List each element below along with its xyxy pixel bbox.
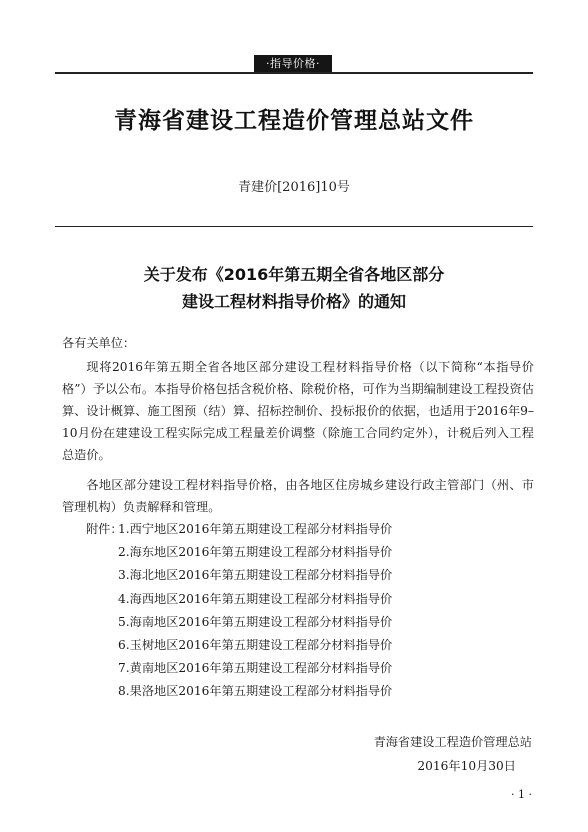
attachment-item: 5.海南地区2016年第五期建设工程部分材料指导价 (118, 614, 393, 629)
attachment-item: 8.果洛地区2016年第五期建设工程部分材料指导价 (118, 684, 393, 699)
attachment-item: 2.海东地区2016年第五期建设工程部分材料指导价 (118, 545, 393, 560)
header-divider (55, 226, 533, 227)
attachment-item: 4.海西地区2016年第五期建设工程部分材料指导价 (118, 591, 393, 606)
document-number: 青建价[2016]10号 (238, 180, 350, 195)
header-top-rule (55, 72, 533, 74)
attachments-label: 附件： (86, 522, 123, 536)
attachment-item: 3.海北地区2016年第五期建设工程部分材料指导价 (118, 568, 393, 583)
issuer-heading: 青海省建设工程造价管理总站文件 (114, 107, 474, 134)
attachment-item: 7.黄南地区2016年第五期建设工程部分材料指导价 (118, 661, 393, 676)
body-paragraph-1: 现将2016年第五期全省各地区部分建设工程材料指导价格（以下简称“本指导价格”）予以公布。本指导价格包括含税价格、除税价格，可作为当期编制建设工程投资估算、设计概算、施工图预（结）算、招标控制价、投标报价的依据，也适用于2016年9–10月份在建建设工程实际完成工程量差价调整（除施工合同约定外），计税后列入工程总造价。 (62, 360, 534, 462)
notice-title-line1: 关于发布《2016年第五期全省各地区部分 (143, 265, 445, 284)
body-paragraph-2: 各地区部分建设工程材料指导价格，由各地区住房城乡建设行政主管部门（州、市管理机构）负责解释和管理。 (62, 478, 534, 514)
category-tag: ·指导价格· (254, 55, 332, 72)
salutation: 各有关单位： (62, 336, 136, 350)
attachments-list (118, 520, 392, 706)
page-number: · 1 · (511, 788, 532, 801)
notice-title-line2: 建设工程材料指导价格》的通知 (181, 292, 406, 311)
issuer-signature: 青海省建设工程造价管理总站 (373, 735, 532, 749)
attachment-item: 6.玉树地区2016年第五期建设工程部分材料指导价 (118, 637, 393, 652)
attachment-item: 1.西宁地区2016年第五期建设工程部分材料指导价 (118, 522, 393, 536)
issue-date: 2016年10月30日 (417, 759, 516, 773)
